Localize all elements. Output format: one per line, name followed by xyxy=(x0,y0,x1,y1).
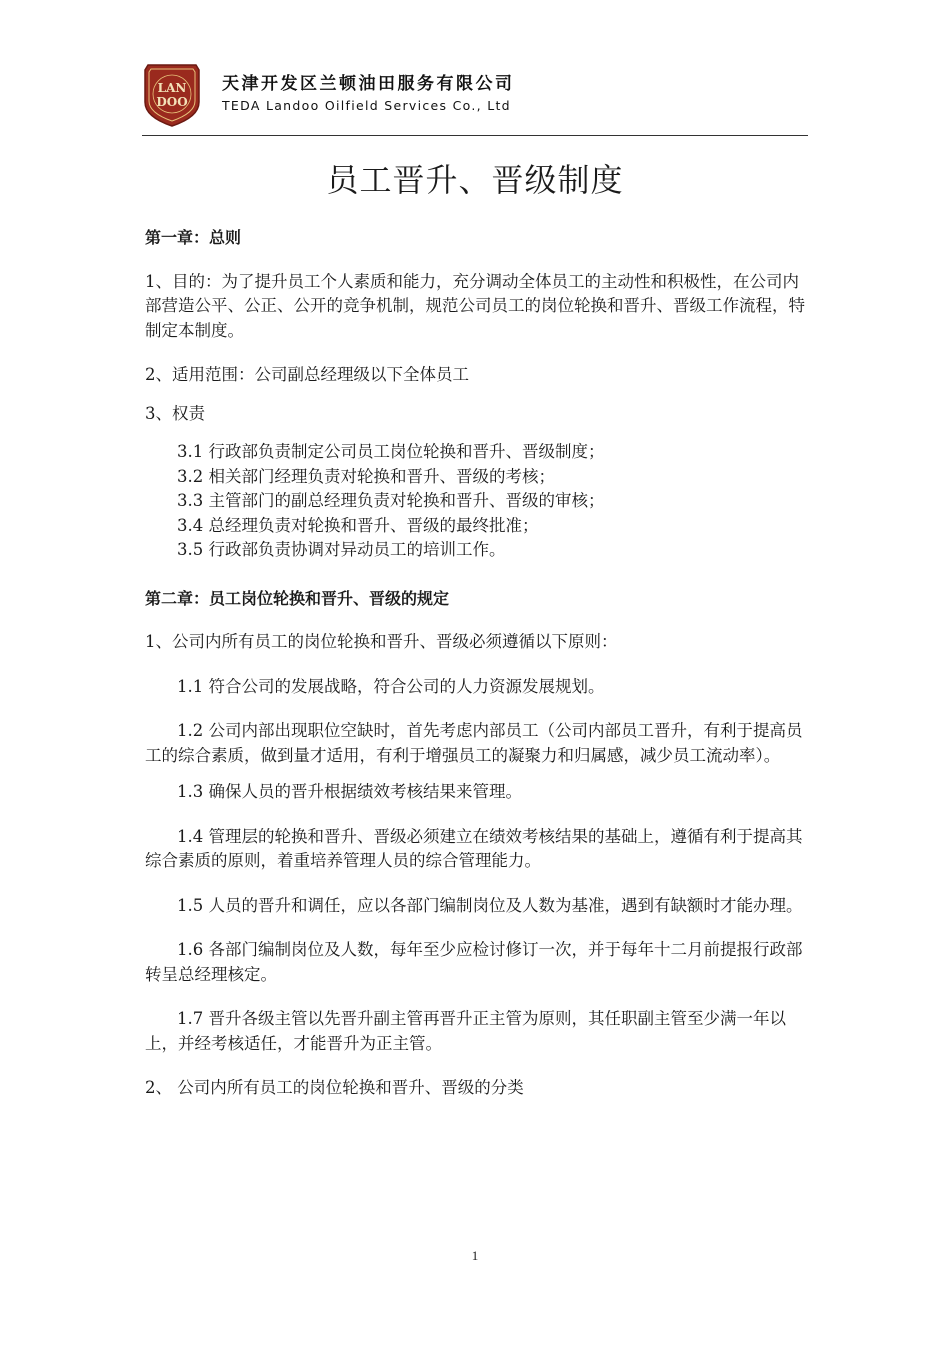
rule-paragraph: 1.4 管理层的轮换和晋升、晋级必须建立在绩效考核结果的基础上，遵循有利于提高其综合素质的原则，着重培养管理人员的综合管理能力。 xyxy=(145,826,803,870)
list-item: 3.2 相关部门经理负责对轮换和晋升、晋级的考核； xyxy=(177,466,555,486)
rule-paragraph: 1.2 公司内部出现职位空缺时，首先考虑内部员工（公司内部员工晋升，有利于提高员工的综合素质，做到量才适用，有利于增强员工的凝聚力和归属感，减少员工流动率）。 xyxy=(145,721,803,765)
letterhead xyxy=(142,62,808,134)
company-name-english: TEDA Landoo Oilfield Services Co., Ltd xyxy=(222,98,511,113)
list-item: 3.3 主管部门的副总经理负责对轮换和晋升、晋级的审核； xyxy=(177,491,605,510)
chapter-2-heading: 第二章：员工岗位轮换和晋升、晋级的规定 xyxy=(145,588,450,608)
principles-intro: 1、公司内所有员工的岗位轮换和晋升、晋级必须遵循以下原则： xyxy=(145,632,618,651)
company-name-chinese: 天津开发区兰顿油田服务有限公司 xyxy=(222,74,515,94)
logo-text-top: LAN xyxy=(157,81,187,95)
list-item: 3.5 行政部负责协调对异动员工的培训工作。 xyxy=(177,540,506,559)
document-title: 员工晋升、晋级制度 xyxy=(326,161,624,199)
purpose-paragraph: 1、目的：为了提升员工个人素质和能力，充分调动全体员工的主动性和积极性，在公司内部营造公平、公正、公开的竞争机制，规范公司员工的岗位轮换和晋升、晋级工作流程，特制定本制度。 xyxy=(145,271,805,340)
classification-heading: 2、 公司内所有员工的岗位轮换和晋升、晋级的分类 xyxy=(145,1078,524,1097)
list-item: 3.1 行政部负责制定公司员工岗位轮换和晋升、晋级制度； xyxy=(177,442,605,461)
page-number: 1 xyxy=(471,1248,479,1263)
header-divider xyxy=(142,135,808,136)
rule-paragraph: 1.6 各部门编制岗位及人数，每年至少应检讨修订一次，并于每年十二月前提报行政部转呈总经理核定。 xyxy=(145,940,803,984)
rule-paragraph: 1.1 符合公司的发展战略，符合公司的人力资源发展规划。 xyxy=(177,676,605,696)
company-logo xyxy=(142,62,202,128)
responsibility-list xyxy=(145,440,809,563)
rule-paragraph: 1.5 人员的晋升和调任，应以各部门编制岗位及人数为基准，遇到有缺额时才能办理。 xyxy=(177,895,803,915)
list-item: 3.4 总经理负责对轮换和晋升、晋级的最终批准； xyxy=(177,515,539,535)
document-body xyxy=(145,226,809,1101)
rule-paragraph: 1.7 晋升各级主管以先晋升副主管再晋升正主管为原则，其任职副主管至少满一年以上，并经考核适任，才能晋升为正主管。 xyxy=(145,1009,786,1053)
rule-paragraph: 1.3 确保人员的晋升根据绩效考核结果来管理。 xyxy=(177,782,522,801)
chapter-1-heading: 第一章：总则 xyxy=(145,228,242,247)
logo-text-bottom: DOO xyxy=(156,95,188,109)
scope-paragraph: 2、适用范围：公司副总经理级以下全体员工 xyxy=(145,365,469,384)
responsibility-heading: 3、权责 xyxy=(145,403,205,423)
